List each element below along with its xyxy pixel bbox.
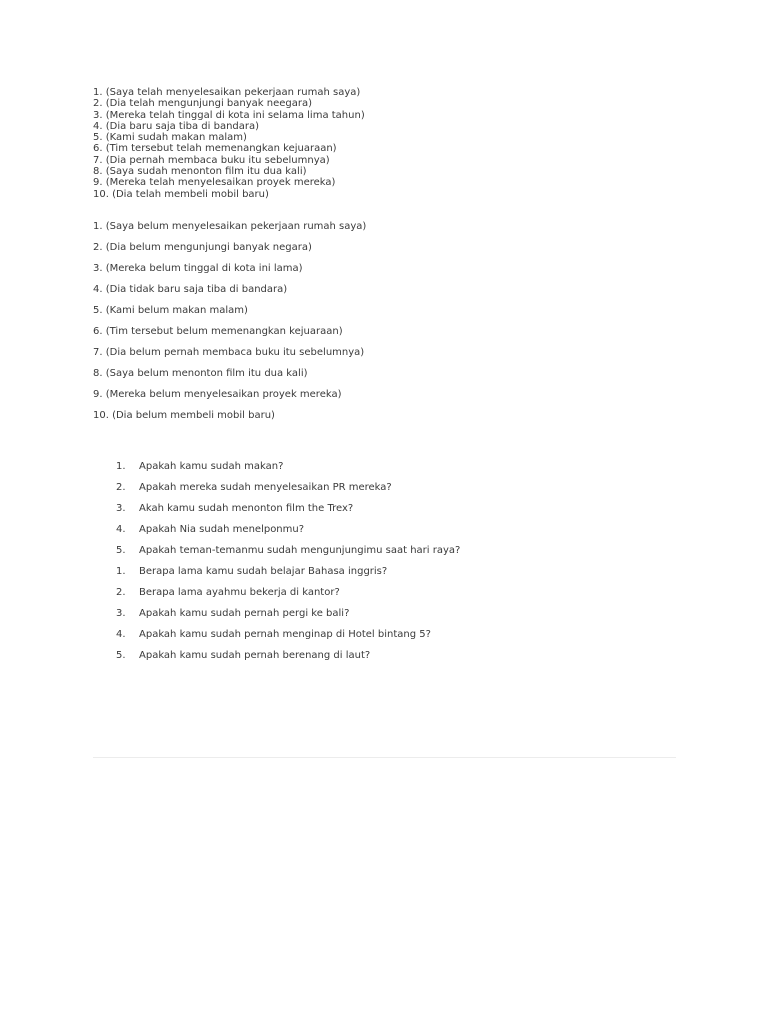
- list-item: [116, 608, 460, 629]
- list-item: 10. (Dia belum membeli mobil baru): [93, 410, 275, 421]
- list-item: 3. (Mereka telah tinggal di kota ini selama lima tahun): [93, 109, 365, 121]
- item-number: 2.: [116, 587, 126, 598]
- item-number: 5.: [116, 545, 126, 556]
- list-item: [116, 524, 460, 545]
- item-number: 4.: [116, 629, 126, 640]
- list-item: [116, 503, 460, 524]
- list-item: 1. (Saya belum menyelesaikan pekerjaan rumah saya): [93, 221, 367, 232]
- question-list: [116, 461, 460, 671]
- item-number: 2.: [116, 482, 126, 493]
- item-number: 4.: [116, 524, 126, 535]
- list-item: 1. (Saya telah menyelesaikan pekerjaan rumah saya): [93, 87, 361, 98]
- item-number: 3.: [116, 503, 126, 514]
- item-number: 1.: [116, 461, 126, 472]
- item-text: Berapa lama kamu sudah belajar Bahasa inggris?: [139, 566, 388, 577]
- list-item: 8. (Saya sudah menonton film itu dua kali): [93, 166, 307, 178]
- list-item: 3. (Mereka belum tinggal di kota ini lama): [93, 263, 303, 274]
- item-text: Apakah kamu sudah makan?: [139, 461, 284, 472]
- item-text: Akah kamu sudah menonton film the Trex?: [139, 503, 354, 514]
- page-divider: [93, 757, 676, 758]
- list-item: 10. (Dia telah membeli mobil baru): [93, 188, 269, 200]
- list-item: [116, 566, 460, 587]
- list-item: 2. (Dia telah mengunjungi banyak neegara): [93, 98, 313, 110]
- list-item: [116, 650, 460, 671]
- list-item: [116, 461, 460, 482]
- list-item: 8. (Saya belum menonton film itu dua kali): [93, 368, 308, 379]
- list-item: 7. (Dia belum pernah membaca buku itu sebelumnya): [93, 347, 365, 358]
- affirmative-sentence-list: [93, 87, 365, 200]
- list-item: 4. (Dia tidak baru saja tiba di bandara): [93, 284, 288, 295]
- item-text: Apakah Nia sudah menelponmu?: [139, 524, 305, 535]
- list-item: 4. (Dia baru saja tiba di bandara): [93, 120, 260, 132]
- list-item: 6. (Tim tersebut telah memenangkan kejuaraan): [93, 143, 337, 155]
- list-item: [116, 629, 460, 650]
- list-item: 2. (Dia belum mengunjungi banyak negara): [93, 242, 312, 253]
- list-item: 5. (Kami belum makan malam): [93, 305, 248, 316]
- item-text: Apakah kamu sudah pernah pergi ke bali?: [139, 608, 350, 619]
- negative-sentence-list: [93, 221, 366, 431]
- item-number: 1.: [116, 566, 126, 577]
- list-item: 9. (Mereka telah menyelesaikan proyek mereka): [93, 177, 336, 189]
- list-item: 9. (Mereka belum menyelesaikan proyek mereka): [93, 389, 342, 400]
- list-item: [116, 587, 460, 608]
- item-text: Apakah kamu sudah pernah berenang di laut?: [139, 650, 371, 661]
- item-text: Apakah kamu sudah pernah menginap di Hotel bintang 5?: [139, 629, 431, 640]
- list-item: [116, 482, 460, 503]
- list-item: 5. (Kami sudah makan malam): [93, 132, 247, 144]
- item-number: 3.: [116, 608, 126, 619]
- list-item: 6. (Tim tersebut belum memenangkan kejuaraan): [93, 326, 343, 337]
- item-number: 5.: [116, 650, 126, 661]
- item-text: Apakah teman-temanmu sudah mengunjungimu saat hari raya?: [139, 545, 461, 556]
- item-text: Apakah mereka sudah menyelesaikan PR mereka?: [139, 482, 392, 493]
- list-item: [116, 545, 460, 566]
- list-item: 7. (Dia pernah membaca buku itu sebelumnya): [93, 154, 330, 166]
- item-text: Berapa lama ayahmu bekerja di kantor?: [139, 587, 340, 598]
